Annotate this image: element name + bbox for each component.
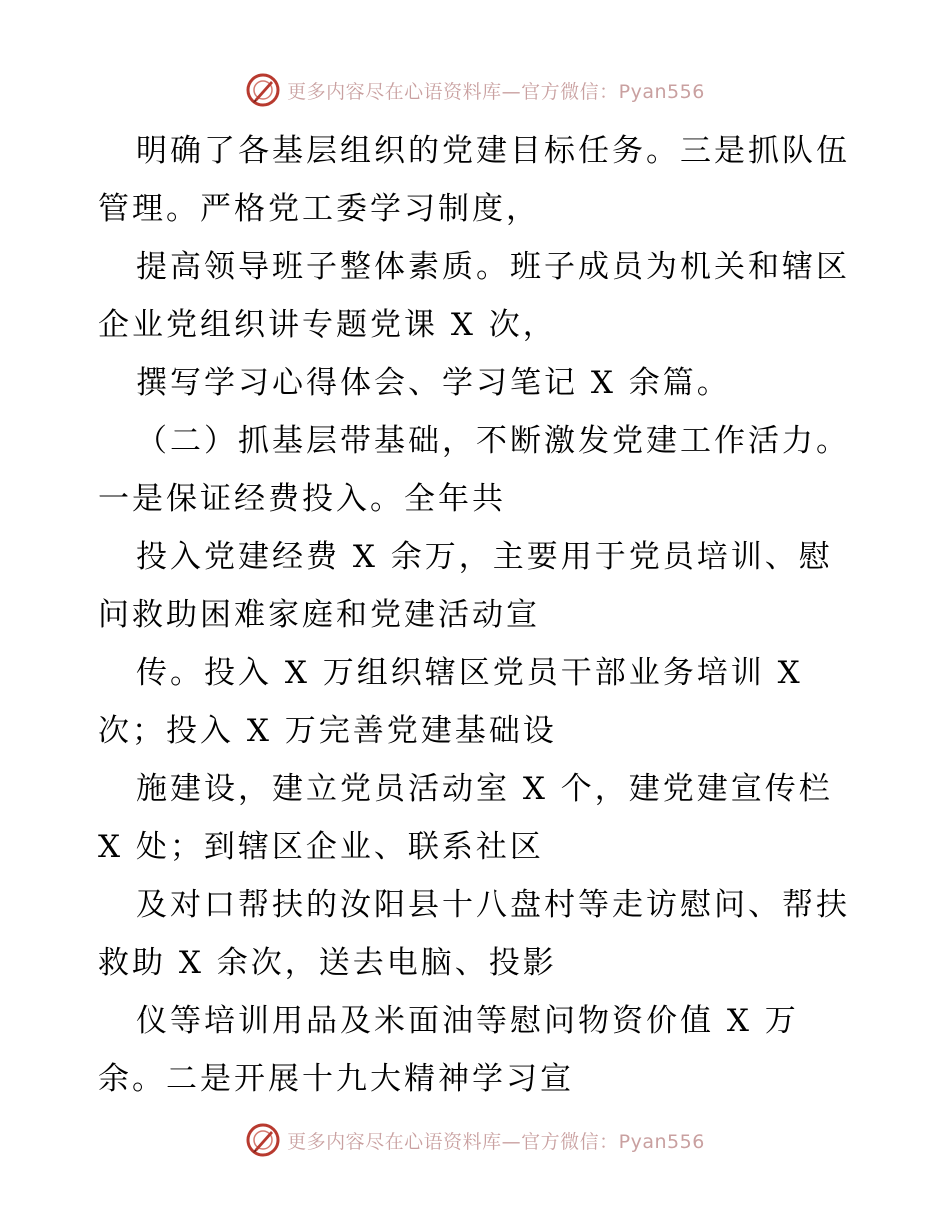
paragraph: 及对口帮扶的汝阳县十八盘村等走访慰问、帮扶救助 X 余次，送去电脑、投影 — [98, 887, 850, 981]
paragraph: 撰写学习心得体会、学习笔记 X 余篇。 — [136, 365, 731, 401]
document-body — [98, 122, 858, 1108]
paragraph: （二）抓基层带基础，不断激发党建工作活力。一是保证经费投入。全年共 — [98, 423, 850, 517]
watermark-text: 更多内容尽在心语资料库—官方微信：Pyan556 — [287, 80, 705, 103]
paragraph: 提高领导班子整体素质。班子成员为机关和辖区企业党组织讲专题党课 X 次， — [98, 249, 850, 343]
watermark-text: 更多内容尽在心语资料库—官方微信：Pyan556 — [287, 1130, 705, 1153]
watermark — [245, 1122, 705, 1158]
paragraph: 施建设，建立党员活动室 X 个，建党建宣传栏 X 处；到辖区企业、联系社区 — [98, 771, 833, 865]
pen-logo-icon — [245, 72, 281, 108]
pen-logo-icon — [245, 1122, 281, 1158]
page-footer-watermark — [0, 1120, 950, 1160]
paragraph: 仪等培训用品及米面油等慰问物资价值 X 万余。二是开展十九大精神学习宣 — [98, 1003, 799, 1097]
paragraph: 明确了各基层组织的党建目标任务。三是抓队伍管理。严格党工委学习制度， — [98, 133, 850, 227]
watermark — [245, 72, 705, 108]
paragraph: 传。投入 X 万组织辖区党员干部业务培训 X 次；投入 X 万完善党建基础设 — [98, 655, 803, 749]
paragraph: 投入党建经费 X 余万，主要用于党员培训、慰问救助困难家庭和党建活动宣 — [98, 539, 833, 633]
page-header-watermark — [0, 70, 950, 110]
